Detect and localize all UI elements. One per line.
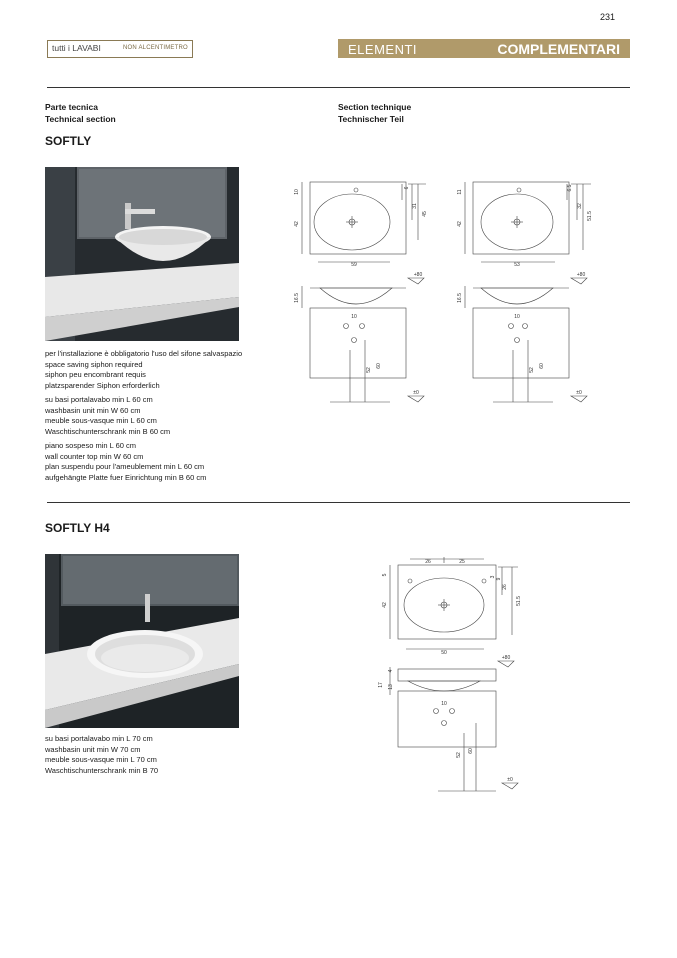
dim-label: 10	[441, 701, 447, 707]
tab-label: tutti i LAVABI	[52, 43, 101, 53]
dim-label: 9	[496, 577, 502, 581]
dim-label: 4	[388, 669, 394, 673]
product-title: SOFTLY	[45, 134, 92, 148]
technical-drawing-softly-a	[290, 170, 440, 410]
section-banner	[338, 39, 630, 58]
dim-label: 53	[514, 262, 520, 268]
note-line: siphon peu encombrant requis	[45, 370, 146, 379]
dim-label: ±0	[413, 390, 419, 396]
note-line: piano sospeso min L 60 cm	[45, 441, 137, 450]
dim-label: +80	[413, 272, 423, 278]
dim-label: +80	[501, 655, 511, 661]
note-line: su basi portalavabo min L 60 cm	[45, 395, 153, 404]
dim-label: 50	[441, 650, 447, 656]
dim-label: 42	[457, 221, 463, 227]
dim-label: 10	[514, 314, 520, 320]
dim-label: 45	[422, 211, 428, 217]
dim-label: 60	[468, 748, 474, 754]
category-tab[interactable]	[47, 40, 193, 58]
dim-label: ±0	[507, 777, 513, 783]
heading-it: Parte tecnica	[45, 102, 98, 112]
dim-label: 17	[378, 682, 384, 688]
heading-de: Technischer Teil	[338, 114, 404, 124]
section-heading-left	[45, 101, 116, 125]
banner-left: ELEMENTI	[348, 42, 418, 57]
dim-label: 10	[294, 189, 300, 195]
note-line: washbasin unit min W 60 cm	[45, 405, 141, 415]
product-title: SOFTLY H4	[45, 521, 110, 535]
dim-label: 52	[529, 367, 535, 373]
dim-label: 42	[294, 221, 300, 227]
dim-label: 6	[404, 186, 410, 190]
dim-label: 10	[351, 314, 357, 320]
tab-sub-label: NON ALCENTIMETRO	[123, 45, 188, 51]
dim-label: 11	[457, 189, 463, 195]
note-line: platzsparender Siphon erforderlich	[45, 380, 160, 390]
product-notes	[45, 734, 275, 776]
note-line: space saving siphon required	[45, 359, 143, 369]
dim-label: 59	[351, 262, 357, 268]
dim-label: 25	[459, 559, 465, 565]
dim-label: 26	[425, 559, 431, 565]
note-line: su basi portalavabo min L 70 cm	[45, 734, 153, 743]
note-line: plan suspendu pour l'ameublement min L 60 cm	[45, 462, 205, 471]
note-line: aufgehängte Platte fuer Einrichtung min B 60 cm	[45, 472, 207, 482]
technical-drawing-softly-h4	[372, 555, 532, 800]
note-line: meuble sous-vasque min L 70 cm	[45, 755, 157, 764]
banner-right: COMPLEMENTARI	[497, 41, 620, 57]
dim-label: +80	[576, 272, 586, 278]
heading-en: Technical section	[45, 114, 116, 124]
dim-label: 5	[382, 573, 388, 577]
dim-label: 6.5	[567, 184, 573, 192]
dim-label: 51.5	[516, 596, 522, 606]
dim-label: 3	[490, 575, 496, 579]
note-line: meuble sous-vasque min L 60 cm	[45, 416, 157, 425]
dim-label: ±0	[576, 390, 582, 396]
dim-label: 51.5	[587, 211, 593, 221]
heading-fr: Section technique	[338, 102, 412, 112]
technical-drawing-softly-b	[455, 170, 605, 410]
dim-label: 42	[382, 602, 388, 608]
dim-label: 26	[502, 584, 508, 590]
divider	[47, 87, 630, 88]
dim-label: 13	[388, 684, 394, 690]
dim-label: 60	[376, 363, 382, 369]
note-group	[45, 395, 275, 437]
dim-label: 32	[577, 203, 583, 209]
note-group	[45, 349, 275, 391]
page-number: 231	[600, 12, 616, 22]
product-notes	[45, 349, 275, 483]
product-photo-softly-h4	[45, 554, 239, 728]
section-heading-right	[338, 101, 411, 125]
note-line: per l'installazione è obbligatorio l'uso del sifone salvaspazio	[45, 349, 243, 358]
dim-label: 52	[456, 752, 462, 758]
note-line: wall counter top min W 60 cm	[45, 451, 144, 461]
dim-label: 60	[539, 363, 545, 369]
divider	[47, 502, 630, 503]
dim-label: 52	[366, 367, 372, 373]
dim-label: 16.5	[457, 293, 463, 303]
dim-label: 31	[412, 203, 418, 209]
note-line: washbasin unit min W 70 cm	[45, 744, 141, 754]
product-photo-softly	[45, 167, 239, 341]
dim-label: 16.5	[294, 293, 300, 303]
note-line: Waschtischunterschrank min B 60 cm	[45, 426, 171, 436]
note-line: Waschtischunterschrank min B 70	[45, 765, 159, 775]
note-group	[45, 441, 275, 483]
